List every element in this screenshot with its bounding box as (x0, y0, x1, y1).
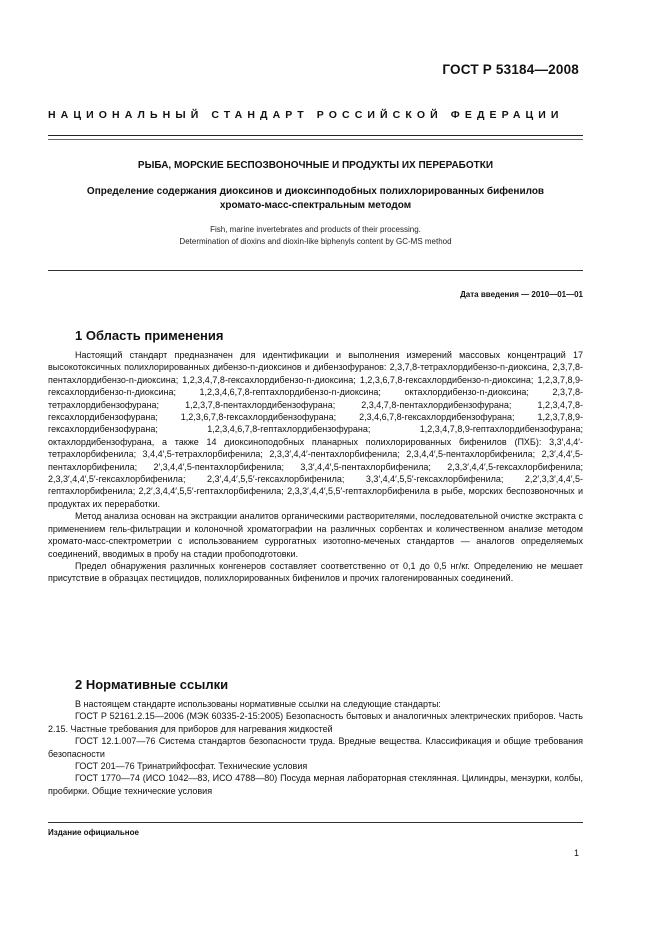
section-2-heading: 2 Нормативные ссылки (75, 677, 229, 692)
header-rule-thin (48, 139, 583, 140)
subtitle-line-2: хромато-масс-спектральным методом (219, 200, 412, 211)
section-2-intro: В настоящем стандарте использованы нормативные ссылки на следующие стандарты: (75, 699, 441, 709)
section-1-heading: 1 Область применения (75, 328, 224, 343)
section-1-paragraph-2: Метод анализа основан на экстракции аналитов органическими растворителями, последовательной очистке экстракта с применением гель-фильтрации и колоночной хроматографии на различных сорбентах и количественном анализе методом хромато-масс-спектрометрии с использованием суррогатных изотопно-меченых стандартов — аналогов определяемых соединений, вводимых в пробу на стадии пробоподготовки. (48, 511, 583, 559)
section-1-paragraph-3: Предел обнаружения различных конгенеров составляет соответственно от 0,1 до 0,5 нг/кг. Определению не мешает присутствие в образцах пестицидов, полихлорированных бифенилов и прочих галогенированных соединений. (48, 560, 583, 584)
date-of-introduction: Дата введения — 2010—01—01 (460, 290, 583, 299)
reference-item: ГОСТ 12.1.007—76 Система стандартов безопасности труда. Вредные вещества. Классификация и общие требования безопасности (48, 736, 583, 759)
title-rule (48, 270, 583, 271)
section-normative-references (48, 677, 583, 797)
reference-item: ГОСТ Р 52161.2.15—2006 (МЭК 60335-2-15:2005) Безопасность бытовых и аналогичных электрических приборов. Часть 2.15. Частные требования для приборов для нагревания жидкостей (48, 711, 583, 734)
section-1-paragraph-1: Настоящий стандарт предназначен для идентификации и выполнения измерений массовых концентраций 17 высокотоксичных полихлорированных дибензо-n-диоксинов и дибензофуранов: 2,3,7,8-тетрахлордибензо-n-диоксина, 2,3,7,8-пентахлордибензо-n-диоксина; 1,2,3,4,7,8-гексахлордибензо-n-диоксина; 1,2,3,6,7,8-гексахлордибензо-n-диоксина; 1,2,3,7,8,9-гексахлордибензо-n-диоксина; 1,2,3,4,6,7,8-гептахлордибензо-n-диоксина; октахлордибензо-n-диоксина; 2,3,7,8-тетрахлордибензофурана; 1,2,3,7,8-пентахлордибензофурана; 2,3,4,7,8-пентахлордибензофурана; 1,2,3,4,7,8-гексахлордибензофурана; 1,2,3,6,7,8-гексахлордибензофурана; 2,3,4,6,7,8-гексахлордибензофурана; 1,2,3,7,8,9-гексахлордибензофурана; 1,2,3,4,6,7,8-гептахлордибензофурана; 1,2,3,4,7,8,9-гептахлордибензофурана; октахлордибензофурана, а также 14 диоксиноподобных планарных полихлорированных бифенилов (ПХБ): 3,3′,4,4′-тетрахлорбифенила; 3,4,4′,5-тетрахлорбифенила; 2,3,3′,4,4′-пентахлорбифенила; 2,3,4,4′,5-пентахлорбифенила; 2,3′,4,4′,5-пентахлорбифенила; 2′,3,4,4′,5-пентахлорбифенила; 3,3′,4,4′,5-пентахлорбифенила; 2,3,3′,4,4′,5-гексахлорбифенила; 2,3,3′,4,4′,5′-гексахлорбифенила; 2,3′,4,4′,5,5′-гексахлорбифенила; 3,3′,4,4′,5,5′-гексахлорбифенила; 2,2′,3,3′,4,4′,5-гептахлорбифенила; 2,2′,3,4,4′,5,5′-гептахлорбифенила; 2,3,3′,4,4′,5,5′-гептахлорбифенила в рыбе, морских беспозвоночных и продуктах их переработки. (48, 350, 583, 509)
english-title-line-1: Fish, marine invertebrates and products of their processing. (210, 225, 421, 234)
document-title: РЫБА, МОРСКИЕ БЕСПОЗВОНОЧНЫЕ И ПРОДУКТЫ ИХ ПЕРЕРАБОТКИ (137, 160, 494, 171)
footer-rule (48, 822, 583, 823)
subtitle-line-1: Определение содержания диоксинов и диоксинподобных полихлорированных бифенилов (86, 186, 545, 197)
gost-number: ГОСТ Р 53184—2008 (442, 62, 579, 77)
english-title-line-2: Determination of dioxins and dioxin-like biphenyls content by GC-MS method (179, 237, 452, 246)
reference-item: ГОСТ 1770—74 (ИСО 1042—83, ИСО 4788—80) Посуда мерная лабораторная стеклянная. Цилиндры, мензурки, колбы, пробирки. Общие технические условия (48, 773, 583, 796)
official-edition-label: Издание официальное (48, 828, 139, 837)
national-standard-banner: НАЦИОНАЛЬНЫЙ СТАНДАРТ РОССИЙСКОЙ ФЕДЕРАЦИИ (48, 109, 564, 121)
page-number: 1 (573, 848, 579, 858)
reference-item: ГОСТ 201—76 Тринатрийфосфат. Технические условия (75, 761, 308, 772)
english-title (48, 224, 583, 248)
section-scope (48, 328, 583, 585)
document-subtitle (48, 185, 583, 213)
header-rule (48, 135, 583, 136)
